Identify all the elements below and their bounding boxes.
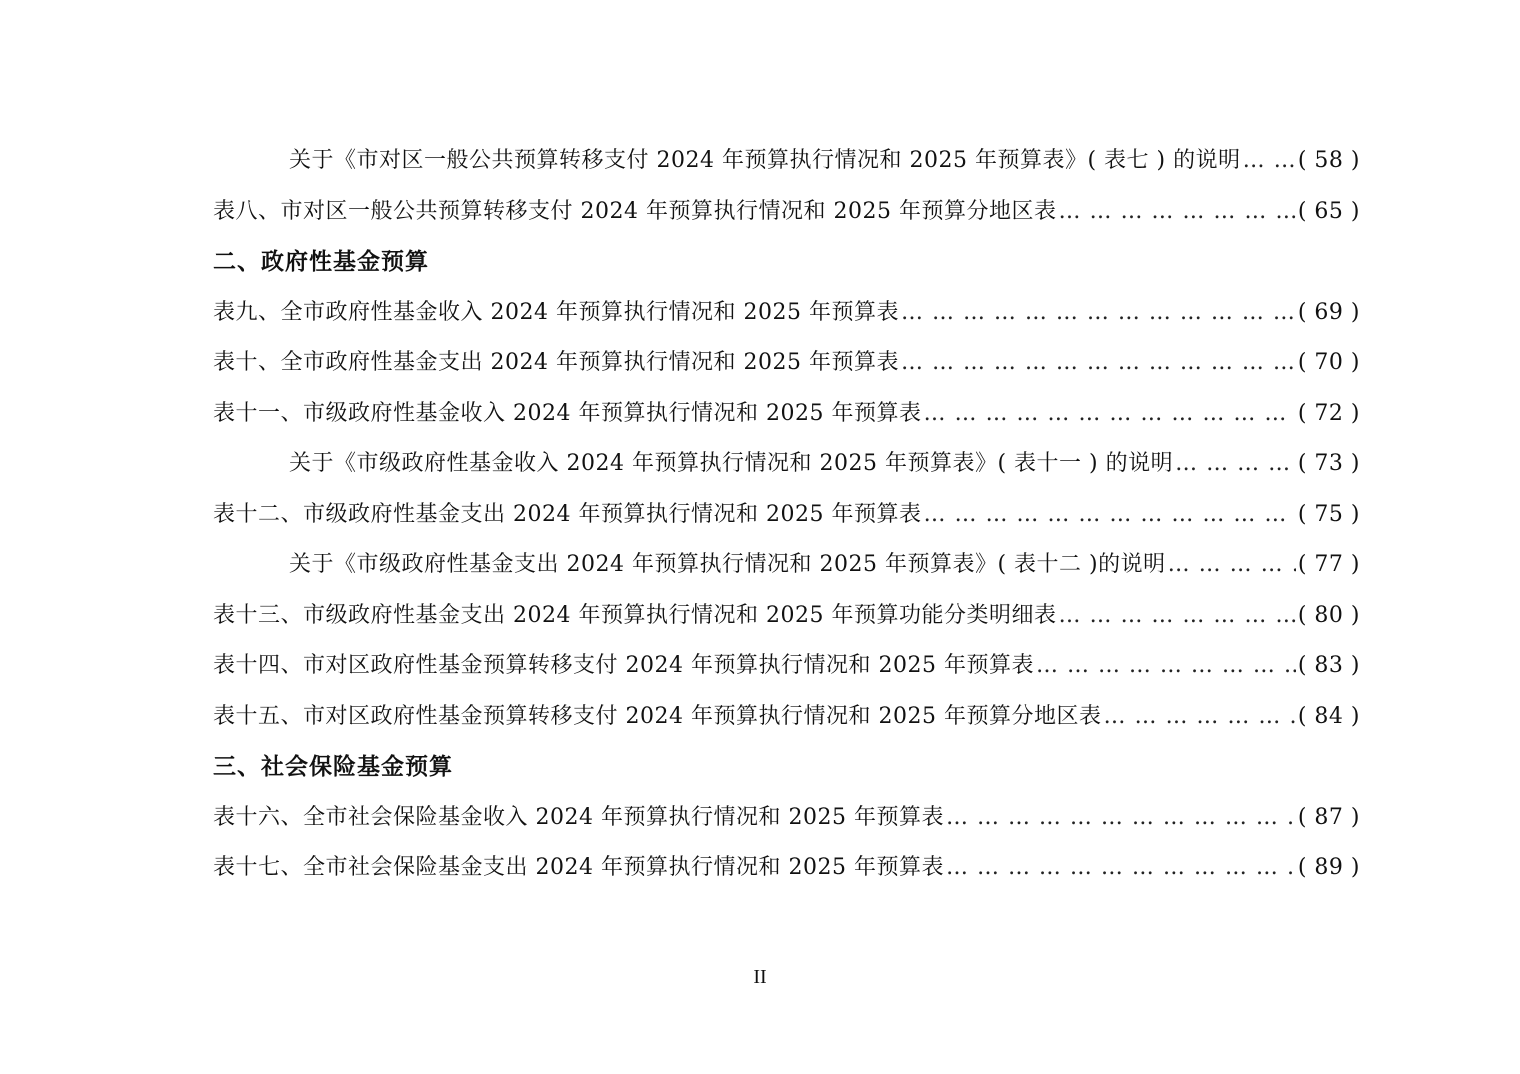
toc-page-ref: ( 87 ): [1297, 804, 1360, 830]
toc-entry[interactable]: [213, 288, 1360, 339]
dot-leader: [901, 288, 1296, 339]
toc-entry-title: 关于《市级政府性基金支出 2024 年预算执行情况和 2025 年预算表》( 表十二 )的说明: [289, 552, 1166, 577]
toc-page-ref: ( 65 ): [1297, 198, 1360, 224]
toc-entry[interactable]: [213, 490, 1360, 541]
toc-page-ref: ( 72 ): [1297, 400, 1360, 426]
toc-entry-title: 表十三、市级政府性基金支出 2024 年预算执行情况和 2025 年预算功能分类明细表: [213, 602, 1057, 628]
toc-entry-title: 表十一、市级政府性基金收入 2024 年预算执行情况和 2025 年预算表: [213, 400, 922, 426]
toc-entry-title: 关于《市对区一般公共预算转移支付 2024 年预算执行情况和 2025 年预算表》( 表七 ) 的说明: [289, 148, 1241, 173]
toc-entry[interactable]: [213, 136, 1360, 187]
toc-page-ref: ( 70 ): [1297, 350, 1360, 375]
toc-entry[interactable]: [213, 540, 1360, 591]
dot-leader: [901, 338, 1296, 389]
dot-leader: [923, 389, 1295, 440]
toc-entry[interactable]: [213, 389, 1360, 440]
toc-entry-title: 表十二、市级政府性基金支出 2024 年预算执行情况和 2025 年预算表: [213, 501, 922, 527]
toc-page-ref: ( 69 ): [1297, 299, 1360, 325]
toc-entry-title: 表十七、全市社会保险基金支出 2024 年预算执行情况和 2025 年预算表: [213, 855, 944, 880]
toc-page-ref: ( 84 ): [1297, 703, 1360, 729]
toc-page-ref: ( 75 ): [1297, 501, 1360, 527]
toc-entry-title: 表十、全市政府性基金支出 2024 年预算执行情况和 2025 年预算表: [213, 350, 899, 375]
toc-entry-title: 表十五、市对区政府性基金预算转移支付 2024 年预算执行情况和 2025 年预算分地区表: [213, 703, 1102, 729]
dot-leader: [1103, 692, 1295, 743]
section-heading: 三、社会保险基金预算: [213, 754, 453, 780]
dot-leader: [946, 843, 1296, 894]
page-number: II: [753, 966, 767, 988]
table-of-contents: [213, 136, 1360, 894]
dot-leader: [1175, 439, 1296, 490]
toc-page-ref: ( 77 ): [1297, 552, 1360, 577]
section-heading: 二、政府性基金预算: [213, 249, 429, 275]
dot-leader: [1058, 591, 1295, 642]
toc-entry-title: 表十六、全市社会保险基金收入 2024 年预算执行情况和 2025 年预算表: [213, 804, 944, 830]
dot-leader: [1058, 187, 1295, 238]
toc-page-ref: ( 89 ): [1297, 855, 1360, 880]
toc-entry[interactable]: [213, 692, 1360, 743]
toc-entry-title: 表十四、市对区政府性基金预算转移支付 2024 年预算执行情况和 2025 年预算表: [213, 653, 1034, 678]
toc-page-ref: ( 80 ): [1297, 602, 1360, 628]
toc-entry[interactable]: [213, 793, 1360, 844]
dot-leader: [946, 793, 1296, 844]
toc-entry[interactable]: [213, 591, 1360, 642]
toc-page-ref: ( 73 ): [1297, 451, 1360, 476]
toc-entry-title: 表八、市对区一般公共预算转移支付 2024 年预算执行情况和 2025 年预算分地区表: [213, 198, 1057, 224]
toc-page-ref: ( 83 ): [1297, 653, 1360, 678]
dot-leader: [1036, 641, 1296, 692]
toc-entry-title: 表九、全市政府性基金收入 2024 年预算执行情况和 2025 年预算表: [213, 299, 899, 325]
dot-leader: [923, 490, 1295, 541]
toc-page-ref: ( 58 ): [1297, 148, 1360, 173]
toc-entry[interactable]: [213, 439, 1360, 490]
dot-leader: [1168, 540, 1296, 591]
toc-entry[interactable]: [213, 187, 1360, 238]
toc-entry[interactable]: [213, 641, 1360, 692]
toc-entry[interactable]: [213, 843, 1360, 894]
toc-entry-title: 关于《市级政府性基金收入 2024 年预算执行情况和 2025 年预算表》( 表十一 ) 的说明: [289, 451, 1174, 476]
toc-entry[interactable]: [213, 338, 1360, 389]
dot-leader: [1243, 136, 1296, 187]
